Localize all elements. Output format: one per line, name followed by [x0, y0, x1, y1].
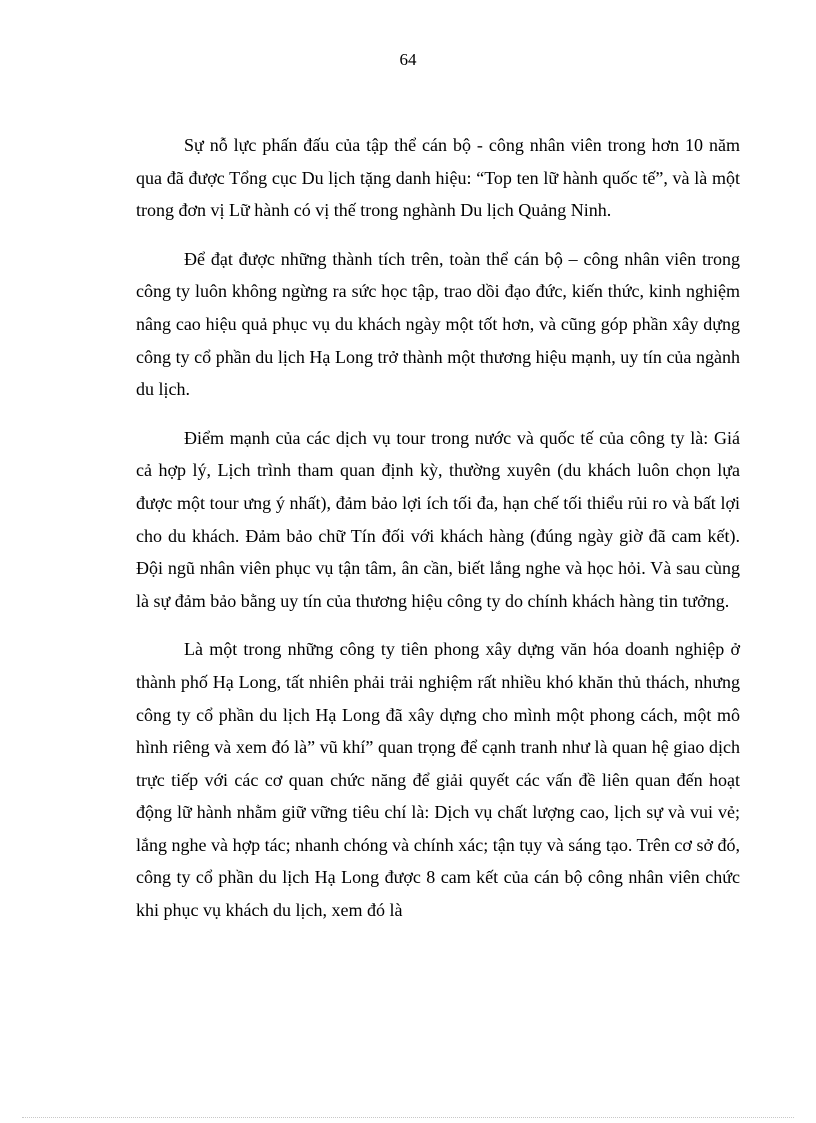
paragraph-1: Sự nỗ lực phấn đấu của tập thể cán bộ - công nhân viên trong hơn 10 năm qua đã được Tổng cục Du lịch tặng danh hiệu: “Top ten lữ hành quốc tế”, và là một trong đơn vị Lữ hành có vị thế trong nghành Du lịch Quảng Ninh. [136, 135, 740, 221]
page-bottom-divider [22, 1117, 794, 1118]
paragraph-3: Điểm mạnh của các dịch vụ tour trong nước và quốc tế của công ty là: Giá cả hợp lý, Lịch trình tham quan định kỳ, thường xuyên (du khách luôn chọn lựa được một tour ưng ý nhất), đảm bảo lợi ích tối đa, hạn chế tối thiểu rủi ro và bất lợi cho du khách. Đảm bảo chữ Tín đối với khách hàng (đúng ngày giờ đã cam kết). Đội ngũ nhân viên phục vụ tận tâm, ân cần, biết lắng nghe và học hỏi. Và sau cùng là sự đảm bảo bằng uy tín của thương hiệu công ty do chính khách hàng tin tưởng. [136, 427, 740, 611]
document-body [136, 129, 740, 943]
paragraph-4: Là một trong những công ty tiên phong xây dựng văn hóa doanh nghiệp ở thành phố Hạ Long, tất nhiên phải trải nghiệm rất nhiều khó khăn thủ thách, nhưng công ty cổ phần du lịch Hạ Long đã xây dựng cho mình một phong cách, một mô hình riêng và xem đó là” vũ khí” quan trọng để cạnh tranh như là quan hệ giao dịch trực tiếp với các cơ quan chức năng để giải quyết các vấn đề liên quan đến hoạt động lữ hành nhằm giữ vững tiêu chí là: Dịch vụ chất lượng cao, lịch sự và vui vẻ; lắng nghe và hợp tác; nhanh chóng và chính xác; tận tụy và sáng tạo. Trên cơ sở đó, công ty cổ phần du lịch Hạ Long được 8 cam kết của cán bộ công nhân viên chức khi phục vụ khách du lịch, xem đó là [136, 639, 740, 921]
paragraph-2: Để đạt được những thành tích trên, toàn thể cán bộ – công nhân viên trong công ty luôn không ngừng ra sức học tập, trao dồi đạo đức, kiến thức, kinh nghiệm nâng cao hiệu quả phục vụ du khách ngày một tốt hơn, và cũng góp phần xây dựng công ty cổ phần du lịch Hạ Long trở thành một thương hiệu mạnh, uy tín của ngành du lịch. [136, 248, 740, 400]
page-number: 64 [399, 50, 417, 69]
